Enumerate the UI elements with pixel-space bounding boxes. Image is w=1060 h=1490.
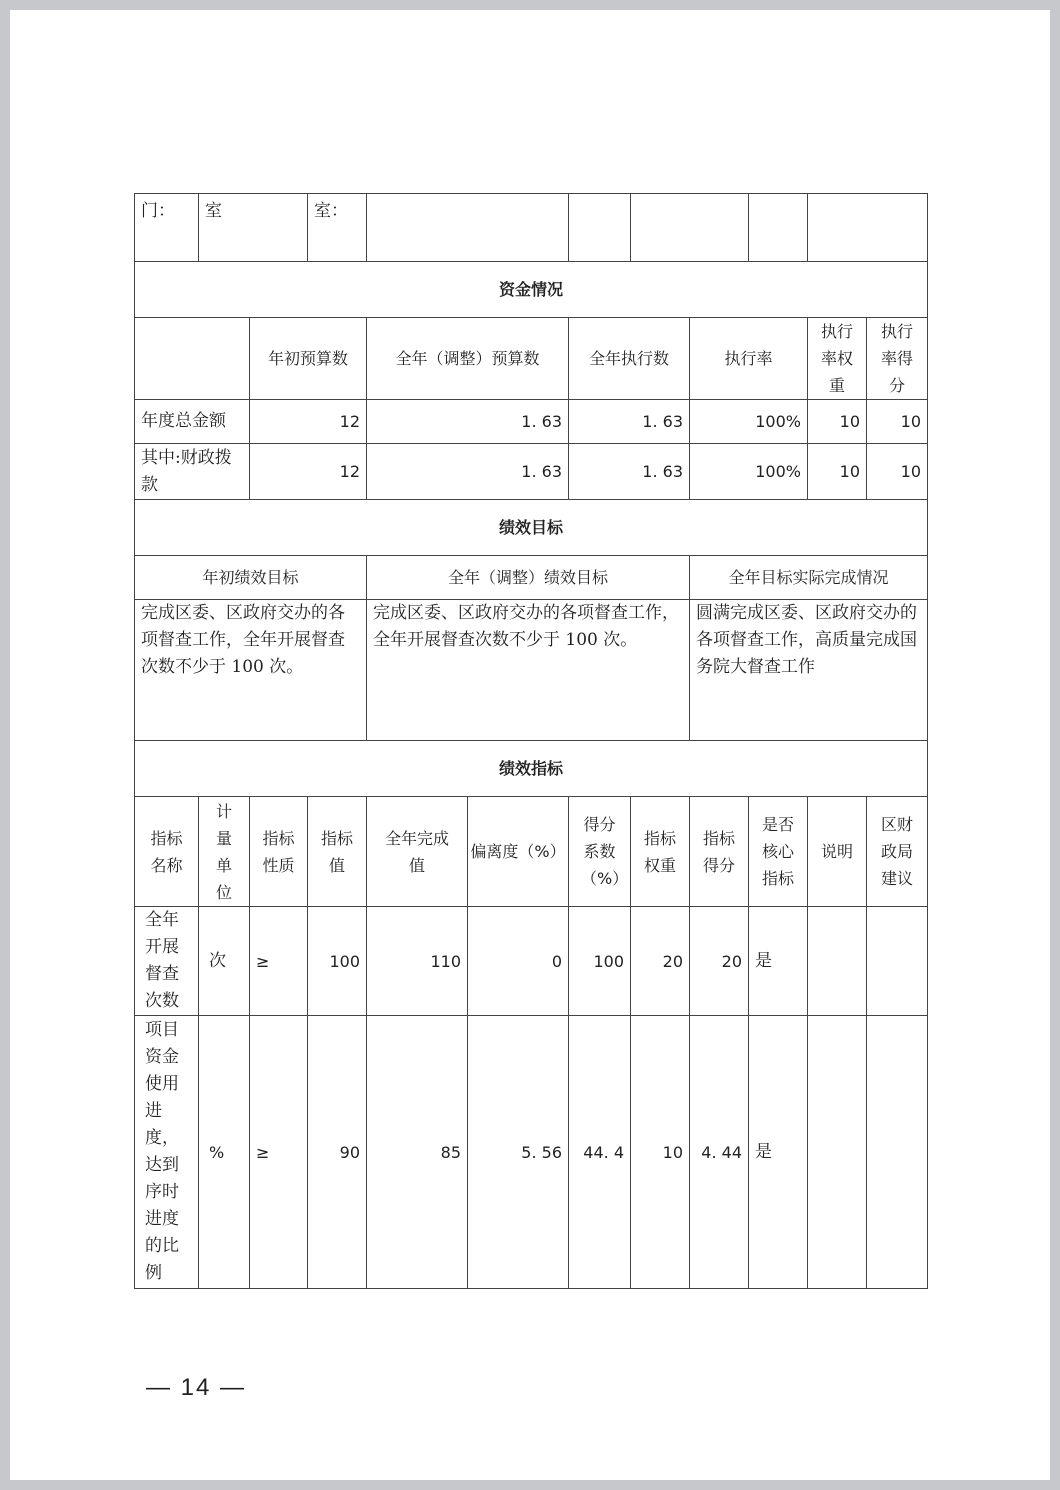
indicator-deviation: 5. 56 (468, 1016, 569, 1289)
blank-cell (135, 318, 250, 400)
funding-header-initial: 年初预算数 (250, 318, 367, 400)
funding-section-row (135, 262, 928, 318)
indicator-weight: 20 (631, 907, 690, 1016)
indicators-section-title: 绩效指标 (135, 741, 928, 797)
indicators-section-row (135, 741, 928, 797)
office-value: 室 (199, 194, 308, 262)
funding-score-value: 10 (867, 444, 928, 500)
funding-executed-value: 1. 63 (569, 400, 690, 444)
indicator-core: 是 (749, 907, 808, 1016)
funding-header-executed: 全年执行数 (569, 318, 690, 400)
indicator-header-core: 是否核心指标 (749, 797, 808, 907)
performance-evaluation-table (134, 193, 928, 1289)
indicator-header-deviation: 偏离度（%） (468, 797, 569, 907)
indicator-header-note: 说明 (808, 797, 867, 907)
indicators-header-row (135, 797, 928, 907)
indicator-target: 100 (308, 907, 367, 1016)
indicator-score: 20 (690, 907, 749, 1016)
indicator-note (808, 1016, 867, 1289)
goals-adjusted-text: 完成区委、区政府交办的各项督查工作，全年开展督查次数不少于 100 次。 (367, 600, 690, 741)
indicator-header-coef: 得分系数（%） (569, 797, 631, 907)
indicator-header-score: 指标得分 (690, 797, 749, 907)
office-label: 室： (308, 194, 367, 262)
blank-cell (631, 194, 749, 262)
funding-initial-value: 12 (250, 444, 367, 500)
goals-header-adjusted: 全年（调整）绩效目标 (367, 556, 690, 600)
indicator-header-unit: 计量单位 (199, 797, 250, 907)
indicator-row (135, 907, 928, 1016)
funding-header-score: 执行率得分 (867, 318, 928, 400)
page-number: — 14 — (146, 1374, 247, 1401)
indicator-nature: ≥ (250, 1016, 308, 1289)
goals-section-title: 绩效目标 (135, 500, 928, 556)
indicator-actual: 110 (367, 907, 468, 1016)
indicator-coef: 44. 4 (569, 1016, 631, 1289)
indicator-name: 项目资金使用进度，达到序时进度的比例 (135, 1016, 199, 1289)
funding-header-adjusted: 全年（调整）预算数 (367, 318, 569, 400)
funding-rate-value: 100% (690, 444, 808, 500)
indicator-deviation: 0 (468, 907, 569, 1016)
indicator-coef: 100 (569, 907, 631, 1016)
indicator-score: 4. 44 (690, 1016, 749, 1289)
header-info-row (135, 194, 928, 262)
blank-cell (367, 194, 569, 262)
funding-section-title: 资金情况 (135, 262, 928, 318)
blank-cell (808, 194, 928, 262)
funding-row-total (135, 400, 928, 444)
indicator-actual: 85 (367, 1016, 468, 1289)
funding-initial-value: 12 (250, 400, 367, 444)
goals-initial-text: 完成区委、区政府交办的各项督查工作，全年开展督查次数不少于 100 次。 (135, 600, 367, 741)
indicator-note (808, 907, 867, 1016)
funding-weight-value: 10 (808, 400, 867, 444)
indicator-header-actual: 全年完成值 (367, 797, 468, 907)
indicator-header-target: 指标值 (308, 797, 367, 907)
indicator-unit: % (199, 1016, 250, 1289)
funding-executed-value: 1. 63 (569, 444, 690, 500)
funding-score-value: 10 (867, 400, 928, 444)
goals-header-initial: 年初绩效目标 (135, 556, 367, 600)
goals-header-row (135, 556, 928, 600)
funding-weight-value: 10 (808, 444, 867, 500)
goals-section-row (135, 500, 928, 556)
indicator-header-nature: 指标性质 (250, 797, 308, 907)
blank-cell (569, 194, 631, 262)
goals-header-actual: 全年目标实际完成情况 (690, 556, 928, 600)
funding-rate-value: 100% (690, 400, 808, 444)
blank-cell (749, 194, 808, 262)
goals-content-row (135, 600, 928, 741)
indicator-header-weight: 指标权重 (631, 797, 690, 907)
funding-adjusted-value: 1. 63 (367, 400, 569, 444)
indicator-target: 90 (308, 1016, 367, 1289)
indicator-header-suggestion: 区财政局建议 (867, 797, 928, 907)
indicator-header-name: 指标名称 (135, 797, 199, 907)
funding-header-weight: 执行率权重 (808, 318, 867, 400)
indicator-suggestion (867, 1016, 928, 1289)
funding-row-label: 其中:财政拨款 (135, 444, 250, 500)
indicator-unit: 次 (199, 907, 250, 1016)
funding-row-fiscal (135, 444, 928, 500)
indicator-nature: ≥ (250, 907, 308, 1016)
department-label: 门： (135, 194, 199, 262)
indicator-weight: 10 (631, 1016, 690, 1289)
indicator-row (135, 1016, 928, 1289)
goals-actual-text: 圆满完成区委、区政府交办的各项督查工作，高质量完成国务院大督查工作 (690, 600, 928, 741)
indicator-core: 是 (749, 1016, 808, 1289)
indicator-name: 全年开展督查次数 (135, 907, 199, 1016)
funding-header-rate: 执行率 (690, 318, 808, 400)
funding-row-label: 年度总金额 (135, 400, 250, 444)
funding-header-row (135, 318, 928, 400)
funding-adjusted-value: 1. 63 (367, 444, 569, 500)
indicator-suggestion (867, 907, 928, 1016)
